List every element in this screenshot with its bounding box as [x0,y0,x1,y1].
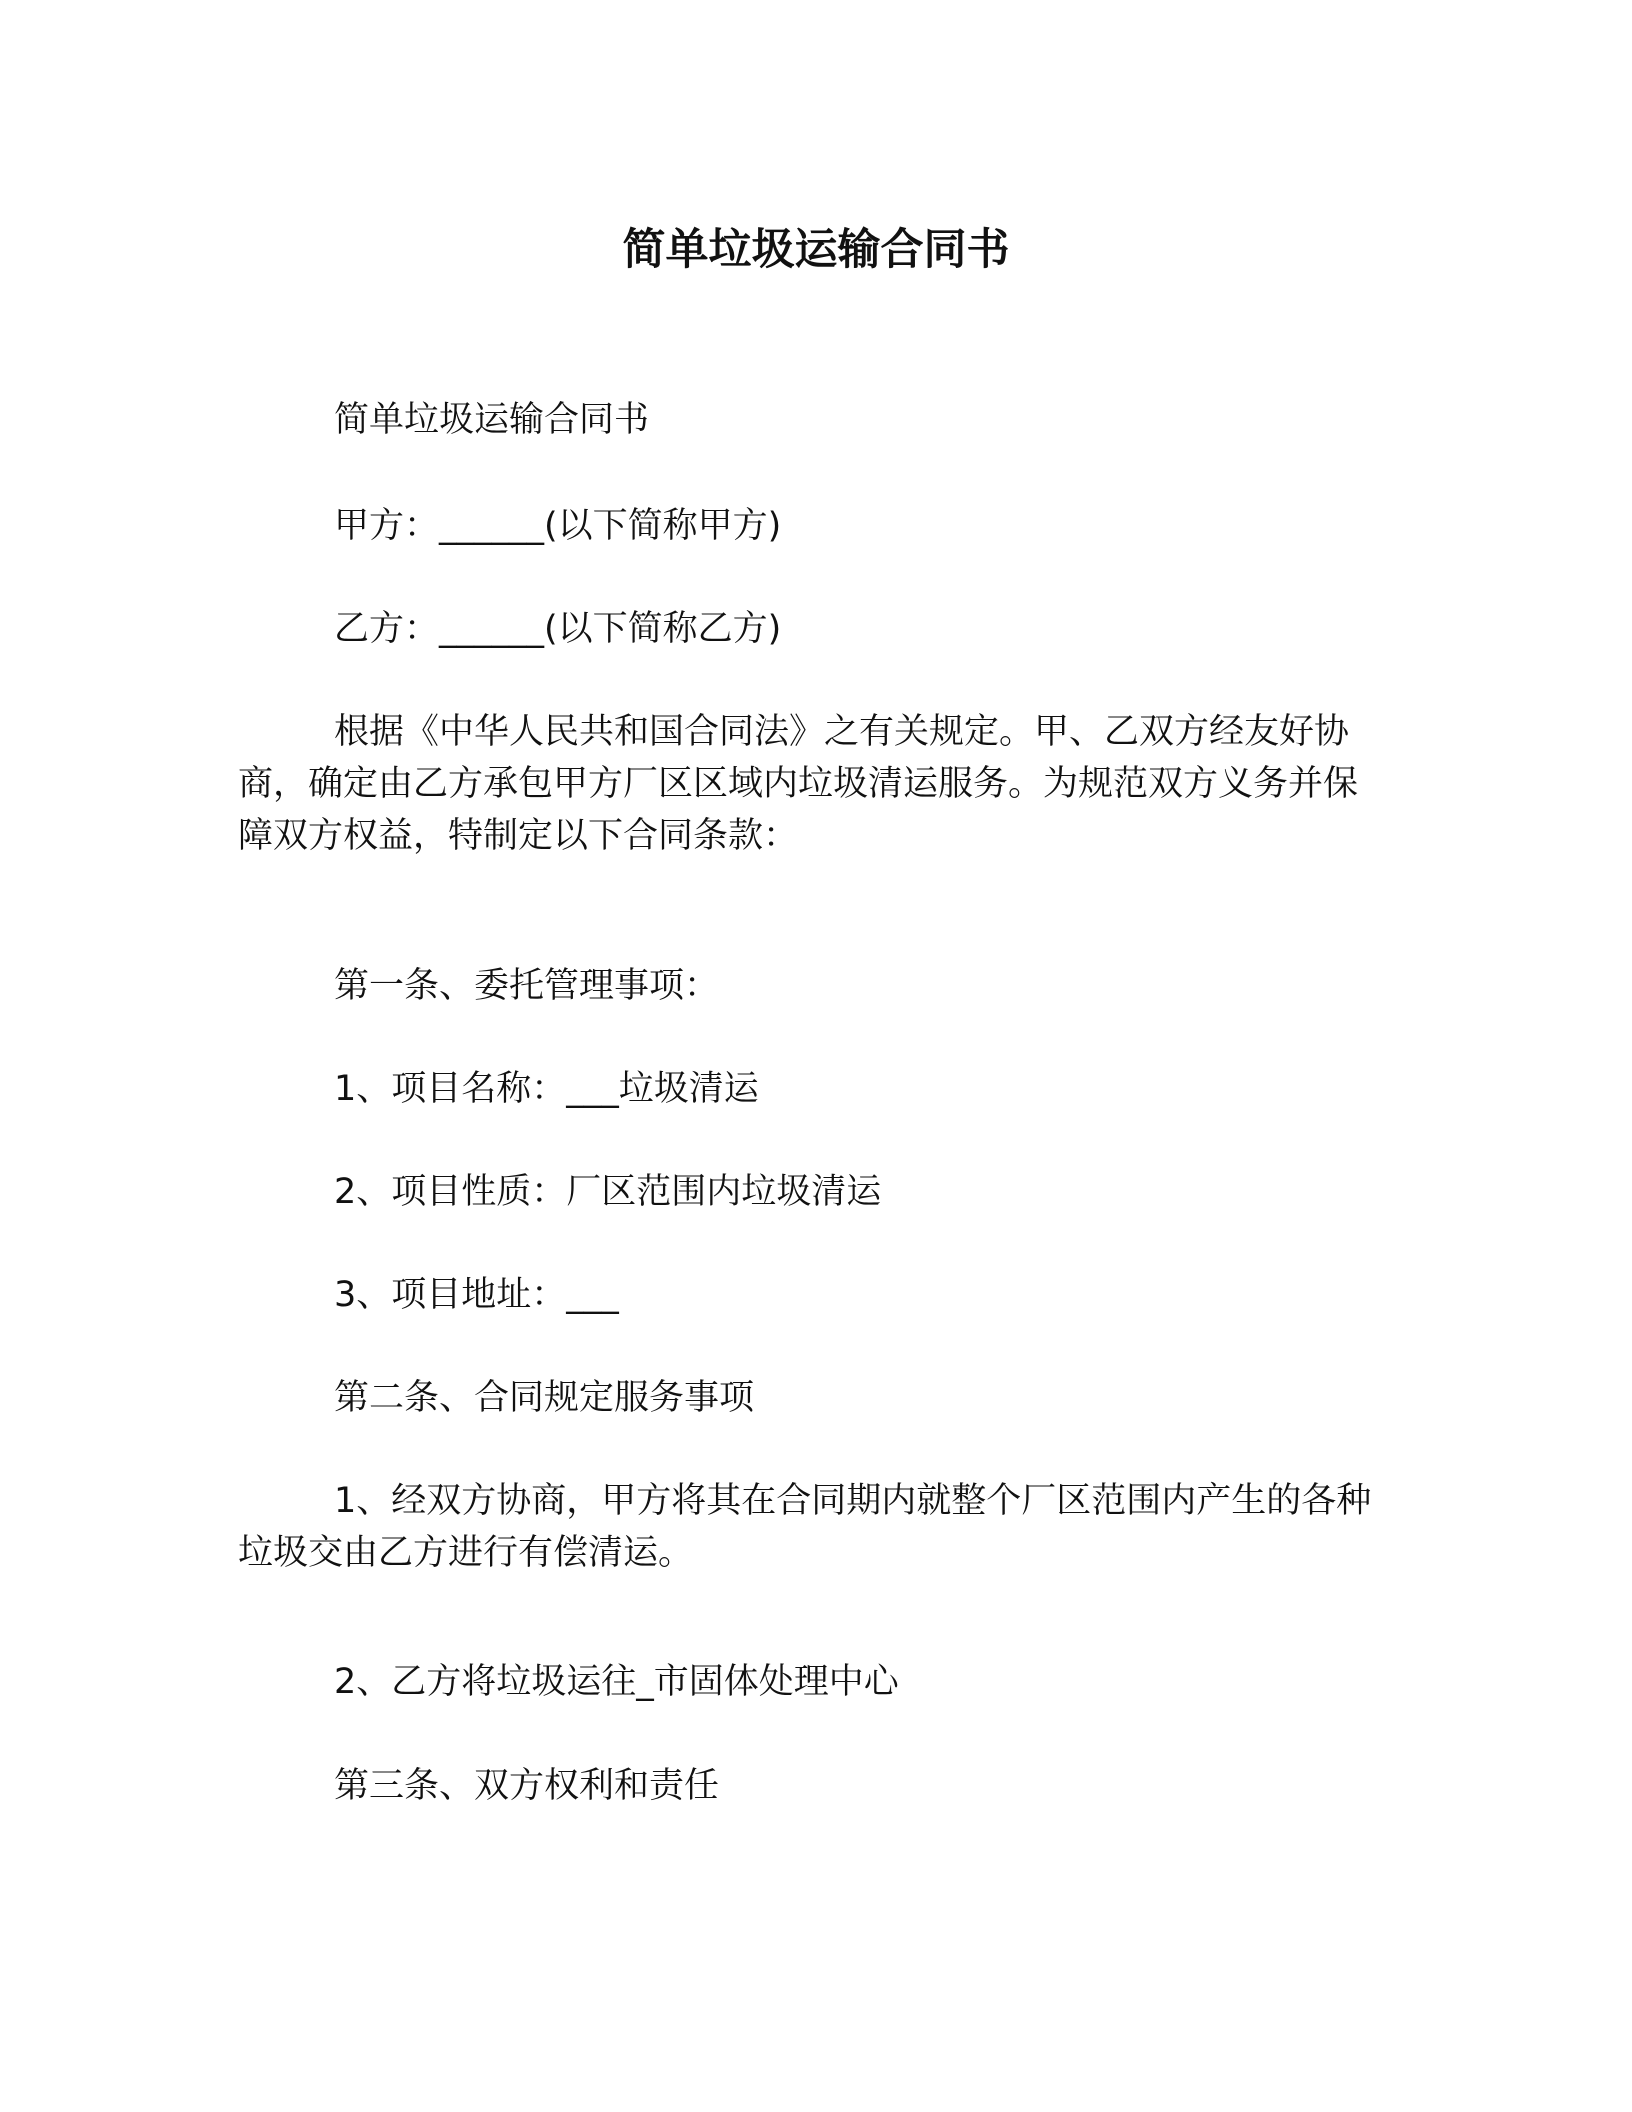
article3-heading: 第三条、双方权利和责任 [334,1766,720,1806]
party-a-line: 甲方：______(以下简称甲方) [334,506,782,546]
article1-item1: 1、项目名称：___垃圾清运 [334,1069,759,1109]
article2-heading: 第二条、合同规定服务事项 [334,1378,755,1418]
party-b-line: 乙方：______(以下简称乙方) [334,609,782,649]
subtitle: 简单垃圾运输合同书 [334,400,650,440]
article1-item3: 3、项目地址：___ [334,1275,619,1315]
intro-paragraph: 根据《中华人民共和国合同法》之有关规定。甲、乙双方经友好协商，确定由乙方承包甲方厂区区域内垃圾清运服务。为规范双方义务并保障双方权益，特制定以下合同条款： [238,712,1359,856]
article1-item2: 2、项目性质：厂区范围内垃圾清运 [334,1172,882,1212]
article2-item2: 2、乙方将垃圾运往_市固体处理中心 [334,1662,899,1702]
article2-item1: 1、经双方协商，甲方将其在合同期内就整个厂区范围内产生的各种垃圾交由乙方进行有偿清运。 [238,1481,1372,1573]
article1-heading: 第一条、委托管理事项： [334,966,720,1006]
document-title: 简单垃圾运输合同书 [622,225,1010,275]
